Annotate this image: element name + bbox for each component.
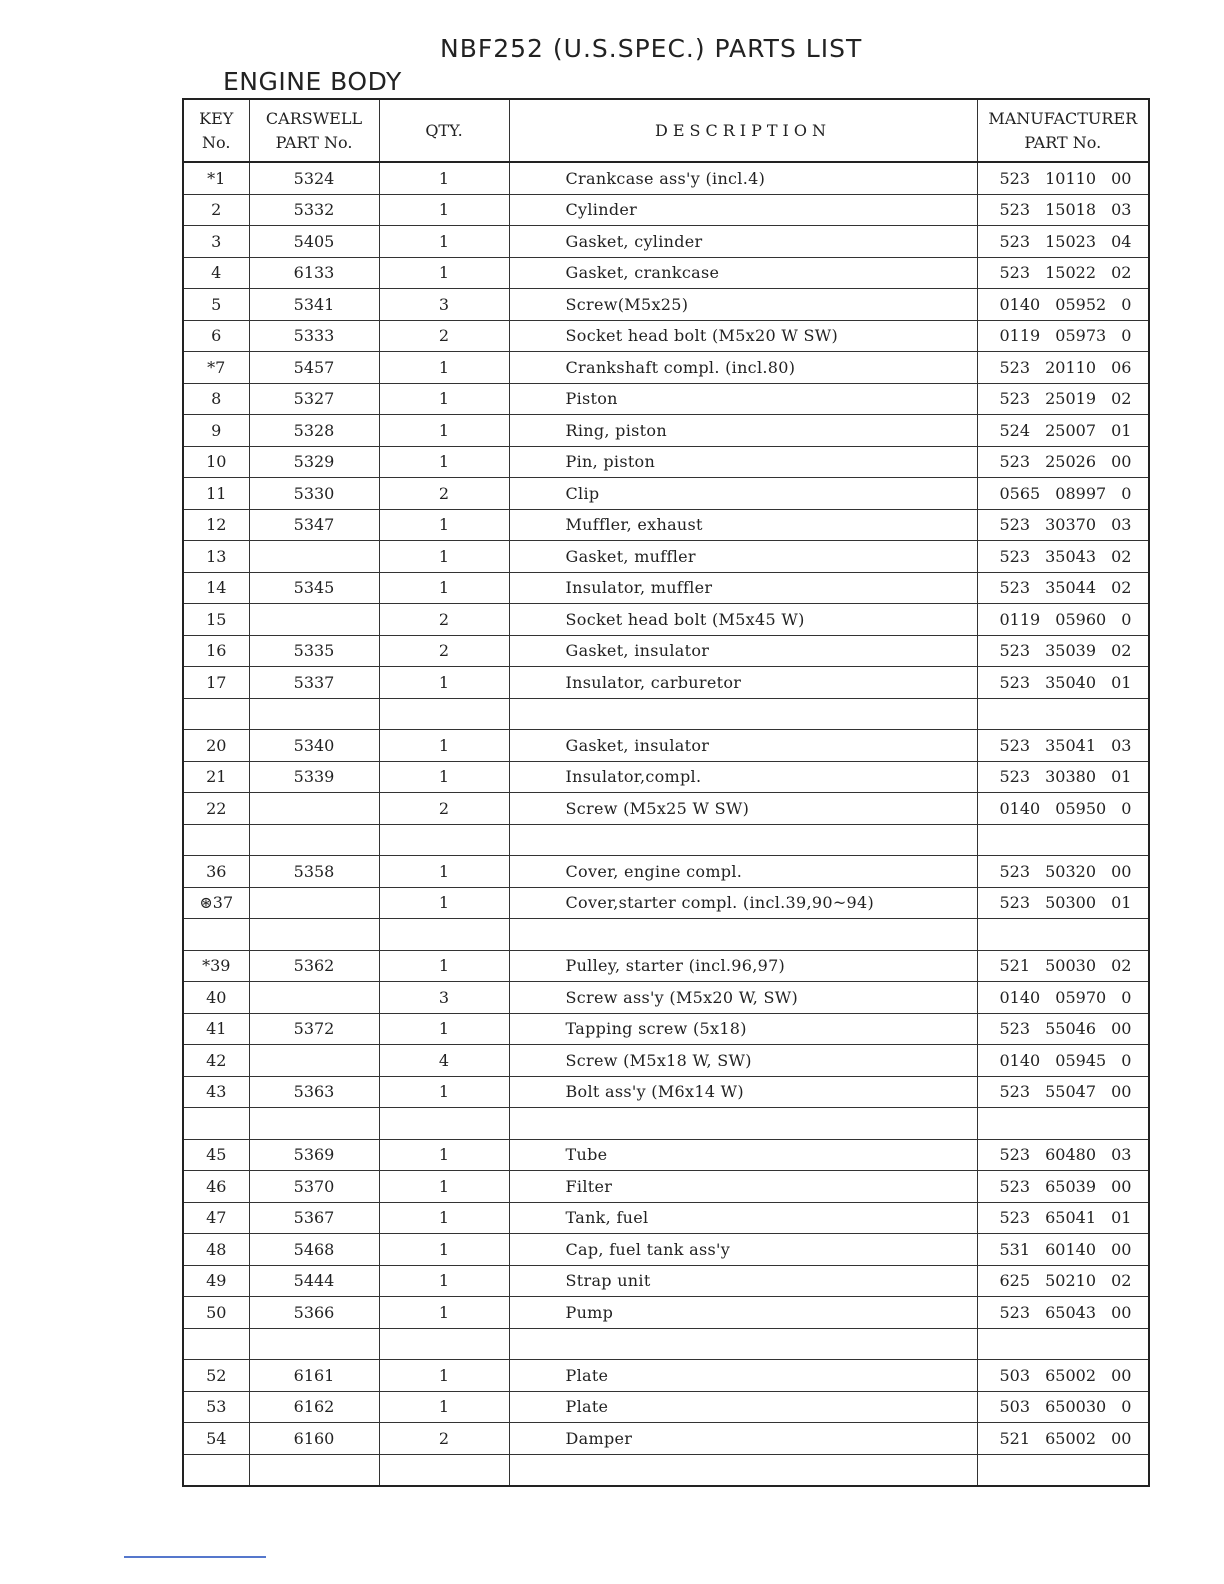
carswell-part-cell: 5327	[249, 383, 379, 415]
carswell-part-cell: 5369	[249, 1139, 379, 1171]
description-cell: Gasket, crankcase	[509, 257, 977, 289]
description-cell: Gasket, insulator	[509, 730, 977, 762]
carswell-part-cell: 5345	[249, 572, 379, 604]
carswell-part-cell: 5324	[249, 162, 379, 194]
table-row	[183, 226, 1149, 258]
quantity-cell	[379, 698, 509, 730]
key-number-cell: 47	[183, 1202, 249, 1234]
key-number-cell	[183, 1328, 249, 1360]
key-number-cell: 50	[183, 1297, 249, 1329]
table-row	[183, 919, 1149, 951]
manufacturer-part-cell: 523 60480 03	[977, 1139, 1149, 1171]
quantity-cell: 1	[379, 509, 509, 541]
key-number-cell: 11	[183, 478, 249, 510]
key-number-cell: 21	[183, 761, 249, 793]
manufacturer-part-cell: 0140 05952 0	[977, 289, 1149, 321]
manufacturer-part-cell: 523 30370 03	[977, 509, 1149, 541]
description-cell: Insulator, muffler	[509, 572, 977, 604]
carswell-part-cell: 6160	[249, 1423, 379, 1455]
key-number-cell: 4	[183, 257, 249, 289]
carswell-part-cell: 5362	[249, 950, 379, 982]
header-key-line2: No.	[202, 132, 231, 152]
key-number-cell	[183, 1108, 249, 1140]
manufacturer-part-cell: 0119 05960 0	[977, 604, 1149, 636]
quantity-cell: 2	[379, 604, 509, 636]
table-row	[183, 1454, 1149, 1486]
description-cell: Damper	[509, 1423, 977, 1455]
header-carswell-part-no	[249, 99, 379, 162]
quantity-cell: 1	[379, 667, 509, 699]
description-cell	[509, 1328, 977, 1360]
manufacturer-part-cell: 523 15022 02	[977, 257, 1149, 289]
quantity-cell: 1	[379, 572, 509, 604]
manufacturer-part-cell: 503 65002 00	[977, 1360, 1149, 1392]
table-row	[183, 415, 1149, 447]
table-row	[183, 1108, 1149, 1140]
key-number-cell: *1	[183, 162, 249, 194]
table-row	[183, 446, 1149, 478]
description-cell: Cover, engine compl.	[509, 856, 977, 888]
description-cell: Socket head bolt (M5x20 W SW)	[509, 320, 977, 352]
description-cell	[509, 1454, 977, 1486]
quantity-cell: 1	[379, 1171, 509, 1203]
manufacturer-part-cell: 523 35040 01	[977, 667, 1149, 699]
manufacturer-part-cell: 523 25019 02	[977, 383, 1149, 415]
table-row	[183, 541, 1149, 573]
carswell-part-cell: 6162	[249, 1391, 379, 1423]
key-number-cell	[183, 919, 249, 951]
table-row	[183, 1139, 1149, 1171]
table-row	[183, 604, 1149, 636]
description-cell: Screw (M5x25 W SW)	[509, 793, 977, 825]
quantity-cell: 2	[379, 478, 509, 510]
description-cell: Insulator,compl.	[509, 761, 977, 793]
carswell-part-cell: 5363	[249, 1076, 379, 1108]
key-number-cell: 22	[183, 793, 249, 825]
header-part-line1: CARSWELL	[265, 108, 363, 128]
key-number-cell: 12	[183, 509, 249, 541]
header-part-line2: PART No.	[275, 132, 353, 152]
header-mfr-line1: MANUFACTURER	[988, 108, 1138, 128]
carswell-part-cell: 5367	[249, 1202, 379, 1234]
description-cell: Ring, piston	[509, 415, 977, 447]
manufacturer-part-cell: 523 55047 00	[977, 1076, 1149, 1108]
quantity-cell	[379, 824, 509, 856]
parts-table	[182, 98, 1150, 1487]
table-row	[183, 1202, 1149, 1234]
description-cell: Pin, piston	[509, 446, 977, 478]
key-number-cell: 49	[183, 1265, 249, 1297]
description-cell: Pulley, starter (incl.96,97)	[509, 950, 977, 982]
quantity-cell: 1	[379, 415, 509, 447]
description-cell: Crankcase ass'y (incl.4)	[509, 162, 977, 194]
quantity-cell: 1	[379, 887, 509, 919]
carswell-part-cell: 5468	[249, 1234, 379, 1266]
description-cell: Cylinder	[509, 194, 977, 226]
manufacturer-part-cell: 0140 05950 0	[977, 793, 1149, 825]
table-header	[183, 99, 1149, 162]
footer-divider	[124, 1556, 266, 1558]
quantity-cell: 1	[379, 383, 509, 415]
manufacturer-part-cell: 523 35043 02	[977, 541, 1149, 573]
table-row	[183, 667, 1149, 699]
header-description: DESCRIPTION	[509, 99, 977, 162]
manufacturer-part-cell: 0140 05945 0	[977, 1045, 1149, 1077]
quantity-cell: 1	[379, 950, 509, 982]
manufacturer-part-cell: 0565 08997 0	[977, 478, 1149, 510]
manufacturer-part-cell: 523 15023 04	[977, 226, 1149, 258]
description-cell: Plate	[509, 1360, 977, 1392]
manufacturer-part-cell: 523 55046 00	[977, 1013, 1149, 1045]
table-row	[183, 1360, 1149, 1392]
key-number-cell: 20	[183, 730, 249, 762]
key-number-cell: 13	[183, 541, 249, 573]
manufacturer-part-cell	[977, 824, 1149, 856]
description-cell	[509, 919, 977, 951]
manufacturer-part-cell: 523 10110 00	[977, 162, 1149, 194]
header-qty: QTY.	[379, 99, 509, 162]
table-row	[183, 856, 1149, 888]
table-row	[183, 572, 1149, 604]
table-row	[183, 1328, 1149, 1360]
quantity-cell	[379, 1328, 509, 1360]
carswell-part-cell: 6133	[249, 257, 379, 289]
manufacturer-part-cell: 625 50210 02	[977, 1265, 1149, 1297]
quantity-cell: 1	[379, 761, 509, 793]
table-row	[183, 320, 1149, 352]
page-title: NBF252 (U.S.SPEC.) PARTS LIST	[440, 34, 863, 63]
carswell-part-cell: 5335	[249, 635, 379, 667]
header-key-line1: KEY	[199, 108, 234, 128]
quantity-cell: 2	[379, 793, 509, 825]
description-cell: Gasket, insulator	[509, 635, 977, 667]
table-row	[183, 1234, 1149, 1266]
quantity-cell	[379, 1454, 509, 1486]
quantity-cell: 1	[379, 1202, 509, 1234]
key-number-cell: 54	[183, 1423, 249, 1455]
manufacturer-part-cell: 523 35041 03	[977, 730, 1149, 762]
quantity-cell: 2	[379, 635, 509, 667]
table-row	[183, 1171, 1149, 1203]
manufacturer-part-cell: 531 60140 00	[977, 1234, 1149, 1266]
key-number-cell: 52	[183, 1360, 249, 1392]
description-cell	[509, 1108, 977, 1140]
quantity-cell: 2	[379, 1423, 509, 1455]
carswell-part-cell: 5341	[249, 289, 379, 321]
carswell-part-cell	[249, 887, 379, 919]
key-number-cell: 9	[183, 415, 249, 447]
description-cell: Tube	[509, 1139, 977, 1171]
quantity-cell	[379, 1108, 509, 1140]
table-row	[183, 730, 1149, 762]
key-number-cell	[183, 1454, 249, 1486]
description-cell: Plate	[509, 1391, 977, 1423]
table-row	[183, 257, 1149, 289]
quantity-cell: 3	[379, 982, 509, 1014]
carswell-part-cell: 6161	[249, 1360, 379, 1392]
key-number-cell: 46	[183, 1171, 249, 1203]
table-row	[183, 793, 1149, 825]
table-row	[183, 698, 1149, 730]
key-number-cell	[183, 698, 249, 730]
description-cell: Muffler, exhaust	[509, 509, 977, 541]
description-cell: Piston	[509, 383, 977, 415]
key-number-cell: *39	[183, 950, 249, 982]
table-row	[183, 635, 1149, 667]
manufacturer-part-cell	[977, 698, 1149, 730]
carswell-part-cell	[249, 1328, 379, 1360]
carswell-part-cell: 5333	[249, 320, 379, 352]
description-cell: Bolt ass'y (M6x14 W)	[509, 1076, 977, 1108]
key-number-cell: 10	[183, 446, 249, 478]
carswell-part-cell: 5332	[249, 194, 379, 226]
carswell-part-cell: 5329	[249, 446, 379, 478]
key-number-cell: *7	[183, 352, 249, 384]
carswell-part-cell: 5339	[249, 761, 379, 793]
manufacturer-part-cell: 521 65002 00	[977, 1423, 1149, 1455]
carswell-part-cell: 5405	[249, 226, 379, 258]
carswell-part-cell: 5366	[249, 1297, 379, 1329]
header-mfr-line2: PART No.	[1024, 132, 1102, 152]
manufacturer-part-cell	[977, 1454, 1149, 1486]
table-row	[183, 982, 1149, 1014]
quantity-cell: 1	[379, 162, 509, 194]
key-number-cell: 15	[183, 604, 249, 636]
carswell-part-cell: 5372	[249, 1013, 379, 1045]
carswell-part-cell	[249, 824, 379, 856]
description-cell: Tapping screw (5x18)	[509, 1013, 977, 1045]
table-row	[183, 1423, 1149, 1455]
description-cell: Gasket, muffler	[509, 541, 977, 573]
quantity-cell: 1	[379, 194, 509, 226]
key-number-cell	[183, 824, 249, 856]
carswell-part-cell: 5370	[249, 1171, 379, 1203]
quantity-cell: 1	[379, 1265, 509, 1297]
key-number-cell: ⊛37	[183, 887, 249, 919]
manufacturer-part-cell: 523 15018 03	[977, 194, 1149, 226]
manufacturer-part-cell: 523 65041 01	[977, 1202, 1149, 1234]
table-row	[183, 1013, 1149, 1045]
quantity-cell: 4	[379, 1045, 509, 1077]
table-row	[183, 289, 1149, 321]
key-number-cell: 41	[183, 1013, 249, 1045]
key-number-cell: 3	[183, 226, 249, 258]
key-number-cell: 5	[183, 289, 249, 321]
manufacturer-part-cell: 523 30380 01	[977, 761, 1149, 793]
description-cell: Screw ass'y (M5x20 W, SW)	[509, 982, 977, 1014]
manufacturer-part-cell: 523 20110 06	[977, 352, 1149, 384]
manufacturer-part-cell	[977, 919, 1149, 951]
quantity-cell	[379, 919, 509, 951]
carswell-part-cell: 5337	[249, 667, 379, 699]
carswell-part-cell: 5457	[249, 352, 379, 384]
manufacturer-part-cell	[977, 1328, 1149, 1360]
table-row	[183, 824, 1149, 856]
key-number-cell: 48	[183, 1234, 249, 1266]
table-row	[183, 1076, 1149, 1108]
key-number-cell: 6	[183, 320, 249, 352]
key-number-cell: 53	[183, 1391, 249, 1423]
key-number-cell: 36	[183, 856, 249, 888]
table-row	[183, 162, 1149, 194]
carswell-part-cell	[249, 1454, 379, 1486]
carswell-part-cell	[249, 793, 379, 825]
carswell-part-cell	[249, 1045, 379, 1077]
manufacturer-part-cell: 523 35044 02	[977, 572, 1149, 604]
manufacturer-part-cell: 524 25007 01	[977, 415, 1149, 447]
quantity-cell: 1	[379, 1076, 509, 1108]
manufacturer-part-cell: 523 65043 00	[977, 1297, 1149, 1329]
table-row	[183, 1265, 1149, 1297]
manufacturer-part-cell: 0140 05970 0	[977, 982, 1149, 1014]
quantity-cell: 1	[379, 856, 509, 888]
manufacturer-part-cell: 523 50320 00	[977, 856, 1149, 888]
carswell-part-cell: 5330	[249, 478, 379, 510]
key-number-cell: 42	[183, 1045, 249, 1077]
table-body	[183, 162, 1149, 1486]
manufacturer-part-cell: 523 65039 00	[977, 1171, 1149, 1203]
description-cell: Filter	[509, 1171, 977, 1203]
description-cell	[509, 824, 977, 856]
key-number-cell: 45	[183, 1139, 249, 1171]
carswell-part-cell: 5347	[249, 509, 379, 541]
table-row	[183, 352, 1149, 384]
key-number-cell: 2	[183, 194, 249, 226]
quantity-cell: 3	[379, 289, 509, 321]
quantity-cell: 1	[379, 1391, 509, 1423]
quantity-cell: 1	[379, 226, 509, 258]
header-manufacturer-part-no	[977, 99, 1149, 162]
carswell-part-cell	[249, 982, 379, 1014]
key-number-cell: 16	[183, 635, 249, 667]
key-number-cell: 14	[183, 572, 249, 604]
carswell-part-cell	[249, 919, 379, 951]
description-cell: Strap unit	[509, 1265, 977, 1297]
manufacturer-part-cell: 523 25026 00	[977, 446, 1149, 478]
manufacturer-part-cell: 0119 05973 0	[977, 320, 1149, 352]
carswell-part-cell: 5328	[249, 415, 379, 447]
quantity-cell: 1	[379, 352, 509, 384]
quantity-cell: 1	[379, 1360, 509, 1392]
description-cell: Screw (M5x18 W, SW)	[509, 1045, 977, 1077]
carswell-part-cell	[249, 604, 379, 636]
quantity-cell: 1	[379, 541, 509, 573]
table-row	[183, 509, 1149, 541]
quantity-cell: 1	[379, 730, 509, 762]
description-cell: Cap, fuel tank ass'y	[509, 1234, 977, 1266]
quantity-cell: 2	[379, 320, 509, 352]
carswell-part-cell	[249, 698, 379, 730]
description-cell: Pump	[509, 1297, 977, 1329]
carswell-part-cell: 5444	[249, 1265, 379, 1297]
description-cell: Screw(M5x25)	[509, 289, 977, 321]
description-cell: Clip	[509, 478, 977, 510]
quantity-cell: 1	[379, 257, 509, 289]
quantity-cell: 1	[379, 446, 509, 478]
description-cell	[509, 698, 977, 730]
manufacturer-part-cell	[977, 1108, 1149, 1140]
carswell-part-cell	[249, 1108, 379, 1140]
table-row	[183, 950, 1149, 982]
description-cell: Insulator, carburetor	[509, 667, 977, 699]
table-row	[183, 1297, 1149, 1329]
header-key-no	[183, 99, 249, 162]
description-cell: Socket head bolt (M5x45 W)	[509, 604, 977, 636]
carswell-part-cell	[249, 541, 379, 573]
description-cell: Crankshaft compl. (incl.80)	[509, 352, 977, 384]
key-number-cell: 43	[183, 1076, 249, 1108]
table-row	[183, 1391, 1149, 1423]
key-number-cell: 17	[183, 667, 249, 699]
table-row	[183, 478, 1149, 510]
carswell-part-cell: 5340	[249, 730, 379, 762]
quantity-cell: 1	[379, 1013, 509, 1045]
quantity-cell: 1	[379, 1139, 509, 1171]
key-number-cell: 8	[183, 383, 249, 415]
table-row	[183, 383, 1149, 415]
quantity-cell: 1	[379, 1234, 509, 1266]
description-cell: Tank, fuel	[509, 1202, 977, 1234]
table-row	[183, 194, 1149, 226]
carswell-part-cell: 5358	[249, 856, 379, 888]
manufacturer-part-cell: 523 50300 01	[977, 887, 1149, 919]
manufacturer-part-cell: 521 50030 02	[977, 950, 1149, 982]
manufacturer-part-cell: 523 35039 02	[977, 635, 1149, 667]
table-row	[183, 761, 1149, 793]
section-title: ENGINE BODY	[223, 67, 402, 96]
description-cell: Gasket, cylinder	[509, 226, 977, 258]
key-number-cell: 40	[183, 982, 249, 1014]
quantity-cell: 1	[379, 1297, 509, 1329]
description-cell: Cover,starter compl. (incl.39,90~94)	[509, 887, 977, 919]
manufacturer-part-cell: 503 650030 0	[977, 1391, 1149, 1423]
table-row	[183, 1045, 1149, 1077]
table-row	[183, 887, 1149, 919]
